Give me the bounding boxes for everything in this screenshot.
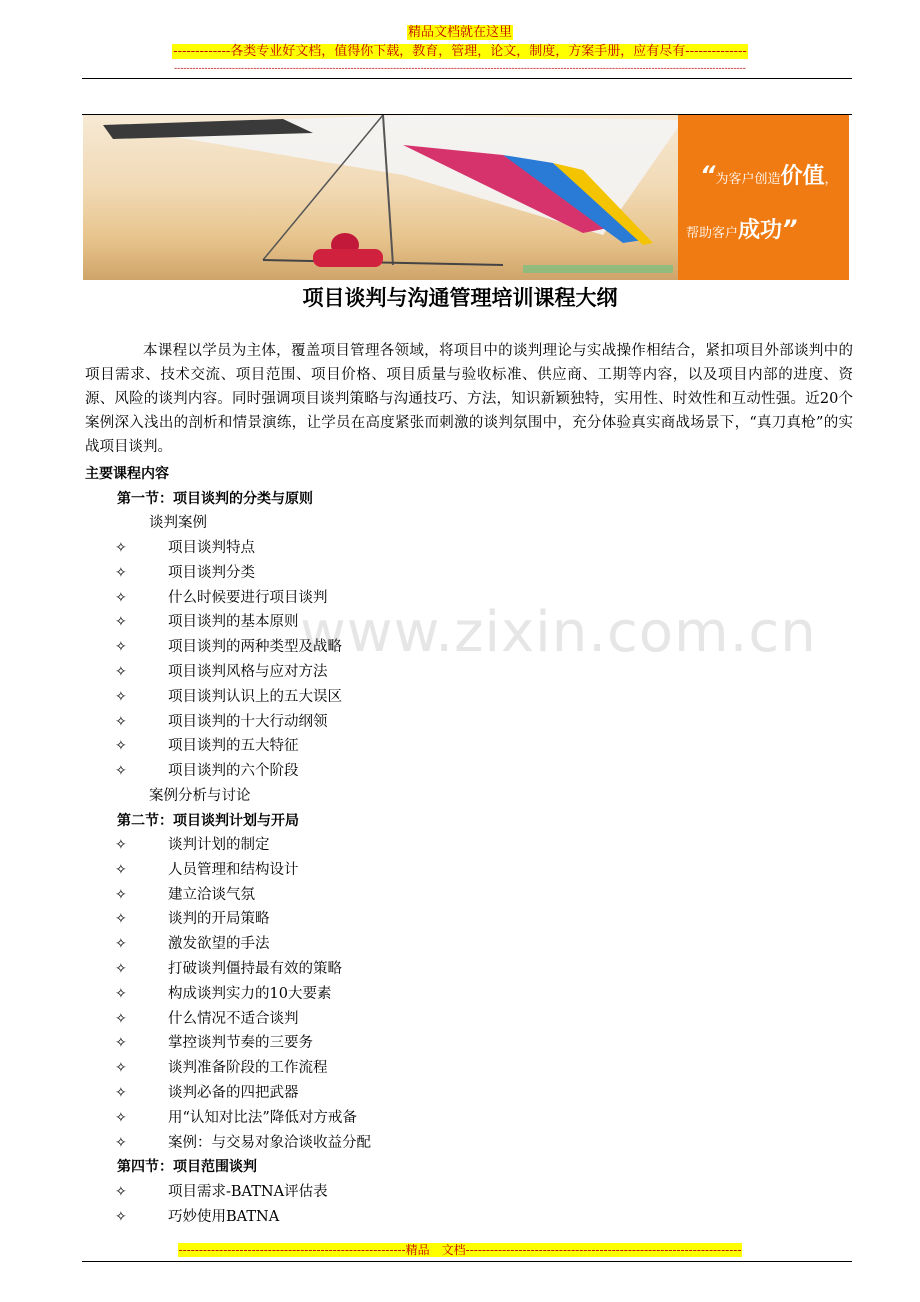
hang-glider-photo [83,115,678,280]
section-1-case-open: 谈判案例 [149,515,207,531]
list-item: 项目谈判的五大特征 [168,738,299,755]
list-item: 项目谈判特点 [168,540,255,556]
bullet-icon: ✧ [115,664,127,680]
list-item: 用“认知对比法”降低对方戒备 [168,1109,357,1126]
bullet-icon: ✧ [115,1085,127,1101]
list-item: 什么情况不适合谈判 [168,1010,299,1027]
banner [83,115,849,280]
header-second-line [0,43,920,60]
slogan-panel [678,115,849,280]
section-1-case-close: 案例分析与讨论 [149,788,251,804]
intro-paragraph: 本课程以学员为主体，覆盖项目管理各领域，将项目中的谈判理论与实战操作相结合，紧扣项目外部谈判中的项目需求、技术交流、项目范围、项目价格、项目质量与验收标准、供应商、工期等内容，以及项目内部的进度、资源、风险的谈判内容。同时强调项目谈判策略与沟通技巧、方法，知识新颖独特，实用性、时效性和互动性强。近20个案例深入浅出的剖析和情景演练，让学员在高度紧张而刺激的谈判氛围中，充分体验真实商战场景下，“真刀真枪”的实战项目谈判。 [85,343,853,455]
list-item: 掌控谈判节奏的三要务 [168,1035,313,1052]
section-2-heading: 第二节：项目谈判计划与开局 [117,813,299,829]
bullet-icon: ✧ [115,985,127,1002]
list-item: 巧妙使用BATNA [168,1208,280,1225]
list-item: 打破谈判僵持最有效的策略 [168,961,342,977]
bullet-icon: ✧ [115,1208,127,1225]
bullet-icon: ✧ [115,886,127,903]
bullet-icon: ✧ [115,688,127,705]
bullet-icon: ✧ [115,1109,127,1126]
header-rule [82,78,852,79]
page-title: 项目谈判与沟通管理培训课程大纲 [302,286,618,310]
section-4-heading: 第四节：项目范围谈判 [117,1159,257,1175]
bullet-icon: ✧ [115,837,127,853]
list-item: 谈判必备的四把武器 [168,1085,299,1101]
bullet-icon: ✧ [115,1035,127,1052]
bullet-icon: ✧ [115,1060,127,1077]
footer [0,1242,920,1258]
list-item: 人员管理和结构设计 [168,861,299,878]
list-item: 激发欲望的手法 [168,936,270,953]
bullet-icon: ✧ [115,1134,127,1151]
slogan-line-1: “为客户创造价值， [700,161,838,189]
header-dash-line: -------------------------------------------------------------------------------------------------------------------------------------------------------------------------------------------- [174,64,746,74]
bullet-icon: ✧ [115,911,127,928]
watermark: www.zixin.com.cn [300,600,817,665]
header-tagline: -------------各类专业好文档，值得你下载，教育，管理，论文，制度，方案手册，应有尽有-------------- [173,44,747,59]
list-item: 项目谈判认识上的五大误区 [168,688,342,705]
list-item: 谈判的开局策略 [168,911,270,928]
section-1-heading: 第一节：项目谈判的分类与原则 [117,491,313,507]
main-heading: 主要课程内容 [85,466,169,482]
list-item: 项目谈判的基本原则 [168,614,299,631]
bullet-icon: ✧ [115,1010,127,1027]
footer-rule [82,1261,852,1262]
bullet-icon: ✧ [115,614,127,631]
bullet-icon: ✧ [115,861,127,878]
footer-text: --------------------------------------------------------精品 文档-------------------------------------------------------------------- [178,1243,742,1257]
list-item: 什么时候要进行项目谈判 [168,589,328,606]
list-item: 项目谈判的六个阶段 [168,763,299,780]
bullet-icon: ✧ [115,589,127,606]
header-top-line [0,24,920,41]
list-item: 构成谈判实力的10大要素 [168,985,332,1002]
list-item: 项目谈判分类 [168,564,255,581]
list-item: 项目谈判的两种类型及战略 [168,639,342,656]
bullet-icon: ✧ [115,961,127,977]
list-item: 案例：与交易对象洽谈收益分配 [168,1134,371,1151]
bullet-icon: ✧ [115,738,127,755]
bullet-icon: ✧ [115,564,127,581]
slogan-line-2: 帮助客户成功” [686,215,798,243]
bullet-icon: ✧ [115,763,127,780]
list-item: 项目谈判的十大行动纲领 [168,713,328,730]
list-item: 建立洽谈气氛 [168,886,255,903]
bullet-icon: ✧ [115,713,127,730]
hang-glider-icon [83,115,678,280]
list-item: 项目需求-BATNA评估表 [168,1184,328,1200]
bullet-icon: ✧ [115,936,127,953]
list-item: 项目谈判风格与应对方法 [168,664,328,680]
bullet-icon: ✧ [115,540,127,556]
list-item: 谈判准备阶段的工作流程 [168,1060,328,1077]
header-title: 精品文档就在这里 [407,25,512,40]
list-item: 谈判计划的制定 [168,837,270,853]
bullet-icon: ✧ [115,1184,127,1200]
bullet-icon: ✧ [115,639,127,656]
